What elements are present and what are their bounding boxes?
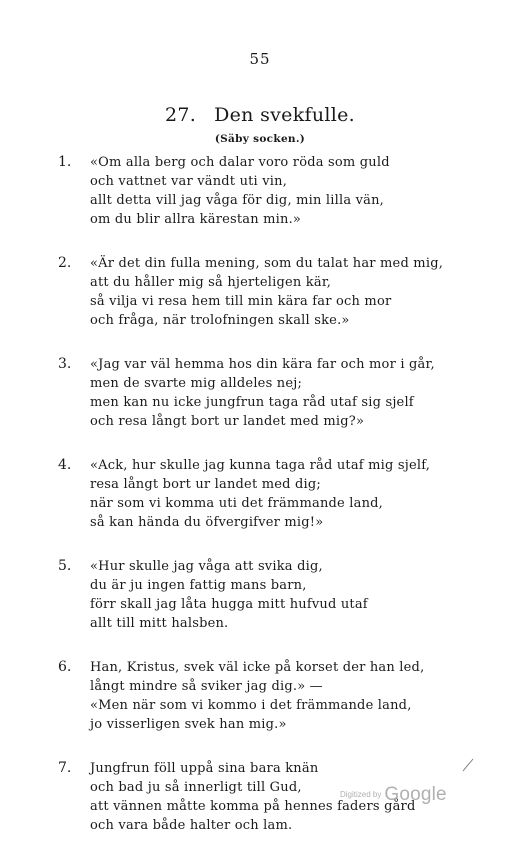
- poem-subtitle: (Säby socken.): [214, 133, 306, 145]
- verse-line: «Men när som vi kommo i det främmande land,: [90, 698, 412, 713]
- verse-line: om du blir allra kärestan min.»: [90, 212, 302, 227]
- stanza-number: 5.: [58, 558, 72, 574]
- stanza-number: 3.: [58, 356, 72, 372]
- verse-line: «Jag var väl hemma hos din kära far och mor i går,: [90, 357, 435, 372]
- verse-line: jo visserligen svek han mig.»: [90, 717, 287, 732]
- verse-line: förr skall jag låta hugga mitt hufvud utaf: [90, 597, 368, 612]
- verse-line: att du håller mig så hjerteligen kär,: [90, 275, 332, 290]
- verse-line: «Hur skulle jag våga att svika dig,: [90, 559, 323, 574]
- stanza: [58, 557, 498, 633]
- verse-line: Jungfrun föll uppå sina bara knän: [90, 761, 319, 776]
- page-number: 55: [249, 50, 271, 68]
- verse-line: allt detta vill jag våga för dig, min lilla vän,: [90, 193, 385, 208]
- verse-line: men kan nu icke jungfrun taga råd utaf sig sjelf: [90, 395, 414, 410]
- pencil-mark-icon: [462, 758, 474, 772]
- poem-number: 27.: [164, 104, 197, 126]
- stanza: [58, 658, 498, 734]
- verse-line: och vattnet var vändt uti vin,: [90, 174, 288, 189]
- poem-title: [0, 104, 520, 126]
- stanza-number: 2.: [58, 255, 72, 271]
- verse-line: att vännen måtte komma på hennes faders gård: [90, 799, 416, 814]
- stanza-number: 6.: [58, 659, 72, 675]
- stanza: [58, 254, 498, 330]
- google-logo: Google: [384, 784, 447, 805]
- verse-line: och resa långt bort ur landet med mig?»: [90, 414, 365, 429]
- stanza: [58, 355, 498, 431]
- verse-line: och bad ju så innerligt till Gud,: [90, 780, 302, 795]
- verse-line: resa långt bort ur landet med dig;: [90, 477, 321, 492]
- stanza-number: 4.: [58, 457, 72, 473]
- verse-line: så vilja vi resa hem till min kära far och mor: [90, 294, 392, 309]
- stanza: [58, 153, 498, 229]
- poem-body: [58, 153, 498, 860]
- verse-line: så kan hända du öfvergifver mig!»: [90, 515, 324, 530]
- verse-line: «Är det din fulla mening, som du talat har med mig,: [90, 256, 444, 271]
- stanza-number: 7.: [58, 760, 72, 776]
- stanza: [58, 456, 498, 532]
- verse-line: «Om alla berg och dalar voro röda som guld: [90, 155, 390, 170]
- verse-line: «Ack, hur skulle jag kunna taga råd utaf mig sjelf,: [90, 458, 431, 473]
- verse-line: Han, Kristus, svek väl icke på korset der han led,: [90, 660, 425, 675]
- stanza-number: 1.: [58, 154, 72, 170]
- verse-line: och fråga, när trolofningen skall ske.»: [90, 313, 350, 328]
- verse-line: när som vi komma uti det främmande land,: [90, 496, 383, 511]
- google-watermark: [340, 784, 447, 806]
- watermark-prefix: Digitized by: [340, 790, 382, 799]
- verse-line: långt mindre så sviker jag dig.» —: [90, 679, 323, 694]
- verse-line: och vara både halter och lam.: [90, 818, 293, 833]
- verse-line: men de svarte mig alldeles nej;: [90, 376, 303, 391]
- poem-title-text: Den svekfulle.: [214, 104, 356, 126]
- verse-line: du är ju ingen fattig mans barn,: [90, 578, 307, 593]
- verse-line: allt till mitt halsben.: [90, 616, 229, 631]
